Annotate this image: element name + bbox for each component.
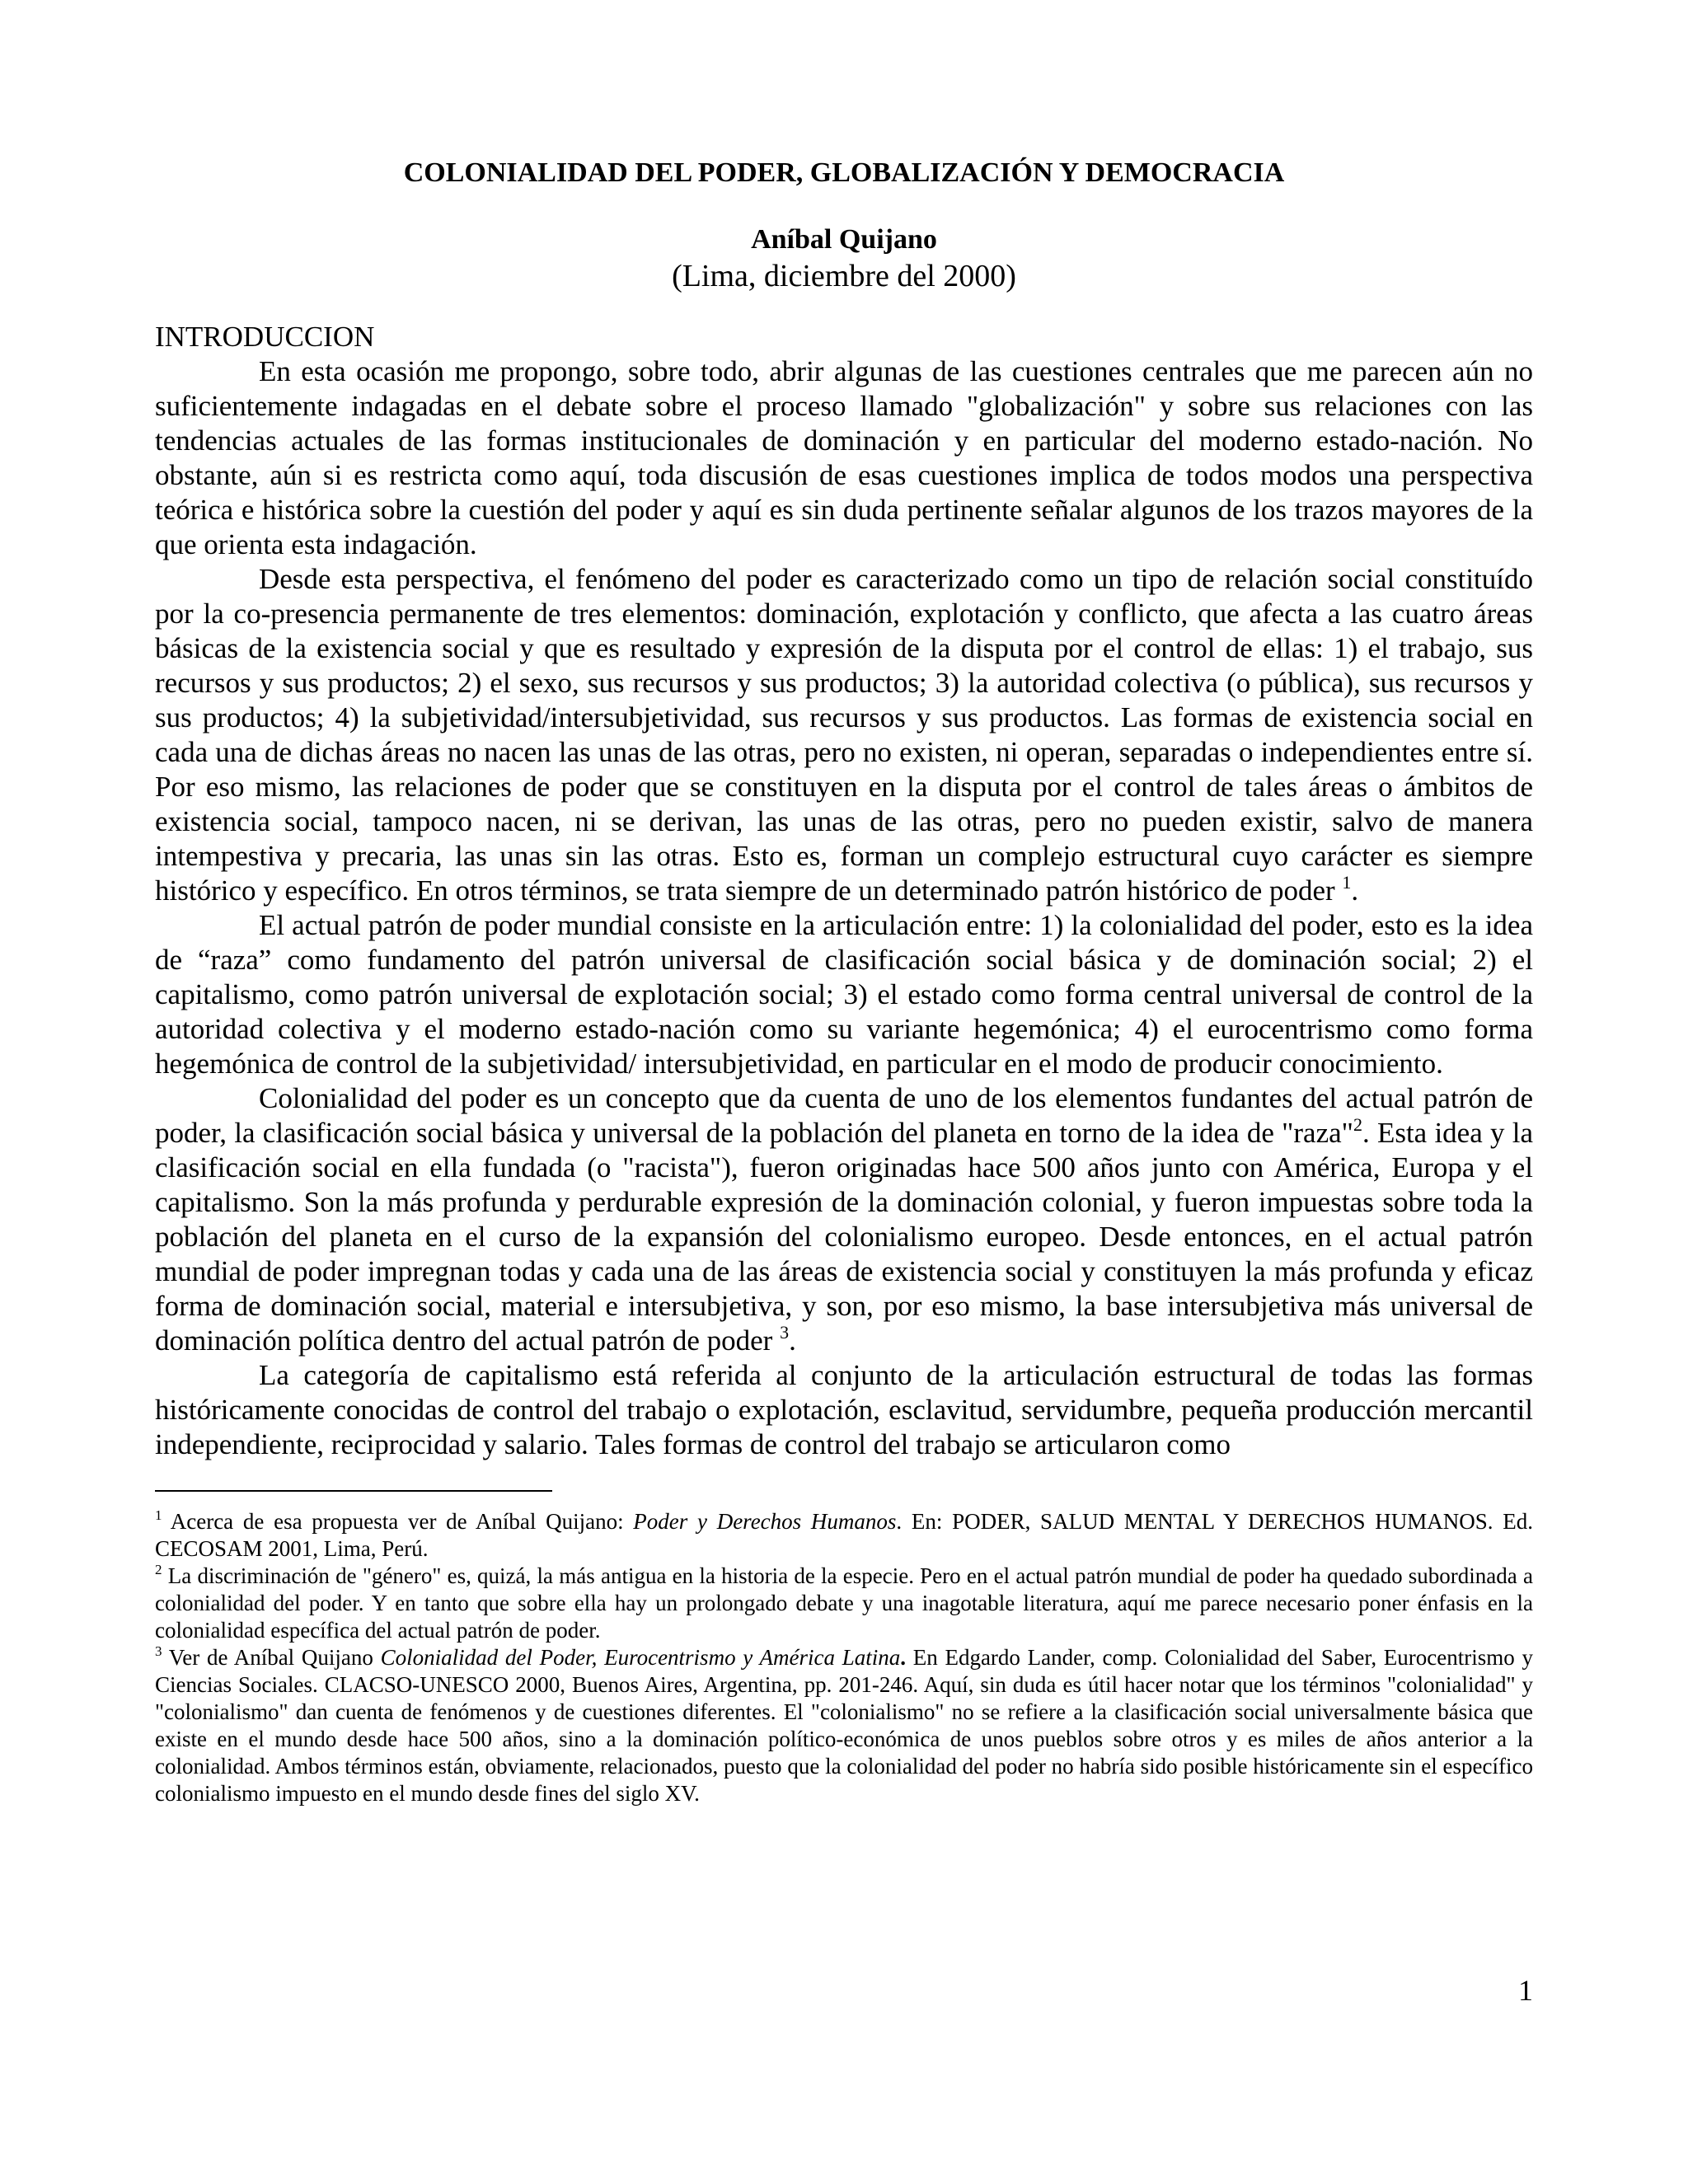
- footnote-2-text: La discriminación de "género" es, quizá, la más antigua en la historia de la especie. Pero en el actual patrón mundial de poder ha quedado subordinada a colonialidad del poder. Y en tanto que sobre ella hay un prolongado debate y una inagotable literatura, aquí me parece necesario poner énfasis en la colonialidad específica del actual patrón de poder.: [155, 1563, 1533, 1643]
- paragraph-2-end: .: [1351, 874, 1359, 907]
- footnote-3-title: Colonialidad del Poder, Eurocentrismo y América Latina: [380, 1645, 901, 1670]
- footnote-3-text-a: Ver de Aníbal Quijano: [168, 1645, 381, 1670]
- author-name: Aníbal Quijano: [751, 224, 937, 255]
- paragraph-3: El actual patrón de poder mundial consiste en la articulación entre: 1) la colonialidad del poder, esto es la idea de “raza” como fundamento del patrón universal de clasificación social básica y de dominación social; 2) el capitalismo, como patrón universal de explotación social; 3) el estado como forma central universal de control de la autoridad colectiva y el moderno estado-nación como su variante hegemónica; 4) el eurocentrismo como forma hegemónica de control de la subjetividad/ intersubjetividad, en particular en el modo de producir conocimiento.: [155, 909, 1533, 1080]
- footnote-1-title: Poder y Derechos Humanos: [633, 1509, 897, 1534]
- footnote-2: [155, 1563, 1533, 1644]
- paragraph-1: En esta ocasión me propongo, sobre todo, abrir algunas de las cuestiones centrales que me parecen aún no suficientemente indagadas en el debate sobre el proceso llamado "globalización" y sobre sus relaciones con las tendencias actuales de las formas institucionales de dominación y en particular del moderno estado-nación. No obstante, aún si es restricta como aquí, toda discusión de esas cuestiones implica de todos modos una perspectiva teórica e histórica sobre la cuestión del poder y aquí es sin duda pertinente señalar algunos de los trazos mayores de la que orienta esta indagación.: [155, 355, 1533, 560]
- paragraph-4-text-a: Colonialidad del poder es un concepto que da cuenta de uno de los elementos fundantes del actual patrón de poder, la clasificación social básica y universal de la población del planeta en torno de la idea de "raza": [155, 1082, 1533, 1149]
- page-number: 1: [1518, 1974, 1533, 2007]
- paragraph-2-text: Desde esta perspectiva, el fenómeno del poder es caracterizado como un tipo de relación social constituído por la co-presencia permanente de tres elementos: dominación, explotación y conflicto, que afecta a las cuatro áreas básicas de la existencia social y que es resultado y expresión de la disputa por el control de ellas: 1) el trabajo, sus recursos y sus productos; 2) el sexo, sus recursos y sus productos; 3) la autoridad colectiva (o pública), sus recursos y sus productos; 4) la subjetividad/intersubjetividad, sus recursos y sus productos. Las formas de existencia social en cada una de dichas áreas no nacen las unas de las otras, pero no existen, ni operan, separadas o independientes entre sí. Por eso mismo, las relaciones de poder que se constituyen en la disputa por el control de tales áreas o ámbitos de existencia social, tampoco nacen, ni se derivan, las unas de las otras, pero no pueden existir, salvo de manera intempestiva y precaria, las unas sin las otras. Esto es, forman un complejo estructural cuyo carácter es siempre histórico y específico. En otros términos, se trata siempre de un determinado patrón histórico de poder: [155, 563, 1533, 907]
- footnote-2-number: 2: [155, 1562, 162, 1577]
- footnote-1-text-b: . En: PODER, SALUD MENTAL Y DERECHOS HUMANOS. Ed. CECOSAM 2001, Lima, Perú.: [155, 1509, 1533, 1561]
- paragraph-2: [155, 562, 1533, 908]
- paragraph-4-end: .: [789, 1324, 796, 1357]
- footnote-3-number: 3: [155, 1643, 162, 1659]
- footnote-1: [155, 1508, 1533, 1563]
- paragraph-4-text-b: . Esta idea y la clasificación social en ella fundada (o "racista"), fueron originadas hace 500 años junto con América, Europa y el capitalismo. Son la más profunda y perdurable expresión de la dominación colonial, y fueron impuestas sobre toda la población del planeta en el curso de la expansión del colonialismo europeo. Desde entonces, en el actual patrón mundial de poder impregnan todas y cada una de las áreas de existencia social y constituyen la más profunda y eficaz forma de dominación social, material e intersubjetiva, y son, por eso mismo, la base intersubjetiva más universal de dominación política dentro del actual patrón de poder: [155, 1117, 1534, 1357]
- footnote-ref-2[interactable]: 2: [1353, 1114, 1362, 1135]
- footnote-3-text-b: En Edgardo Lander, comp. Colonialidad del Saber, Eurocentrismo y Ciencias Sociales. CLACSO-UNESCO 2000, Buenos Aires, Argentina, pp. 201-246. Aquí, sin duda es útil hacer notar que los términos "colonialidad" y "colonialismo" dan cuenta de fenómenos y de cuestiones diferentes. El "colonialismo" no se refiere a la clasificación social universalmente básica que existe en el mundo desde hace 500 años, sino a la dominación político-económica de unos pueblos sobre otros y es miles de años anterior a la colonialidad. Ambos términos están, obviamente, relacionados, puesto que la colonialidad del poder no habría sido posible históricamente sin el específico colonialismo impuesto en el mundo desde fines del siglo XV.: [155, 1645, 1533, 1806]
- section-heading: INTRODUCCION: [155, 321, 375, 353]
- footnote-ref-3[interactable]: 3: [780, 1322, 790, 1343]
- footnote-1-number: 1: [155, 1507, 162, 1523]
- footnote-ref-1[interactable]: 1: [1342, 872, 1352, 893]
- document-title: COLONIALIDAD DEL PODER, GLOBALIZACIÓN Y DEMOCRACIA: [403, 157, 1285, 188]
- footnote-separator: [155, 1490, 552, 1492]
- footnote-1-text-a: Acerca de esa propuesta ver de Aníbal Quijano:: [170, 1509, 634, 1534]
- footnote-3: [155, 1644, 1533, 1807]
- footnote-3-period: .: [900, 1645, 906, 1670]
- paragraph-4: [155, 1081, 1533, 1358]
- document-page: [155, 157, 1533, 1807]
- place-date: (Lima, diciembre del 2000): [672, 259, 1016, 293]
- paragraph-5: La categoría de capitalismo está referida al conjunto de la articulación estructural de todas las formas históricamente conocidas de control del trabajo o explotación, esclavitud, servidumbre, pequeña producción mercantil independiente, reciprocidad y salario. Tales formas de control del trabajo se articularon como: [155, 1359, 1533, 1460]
